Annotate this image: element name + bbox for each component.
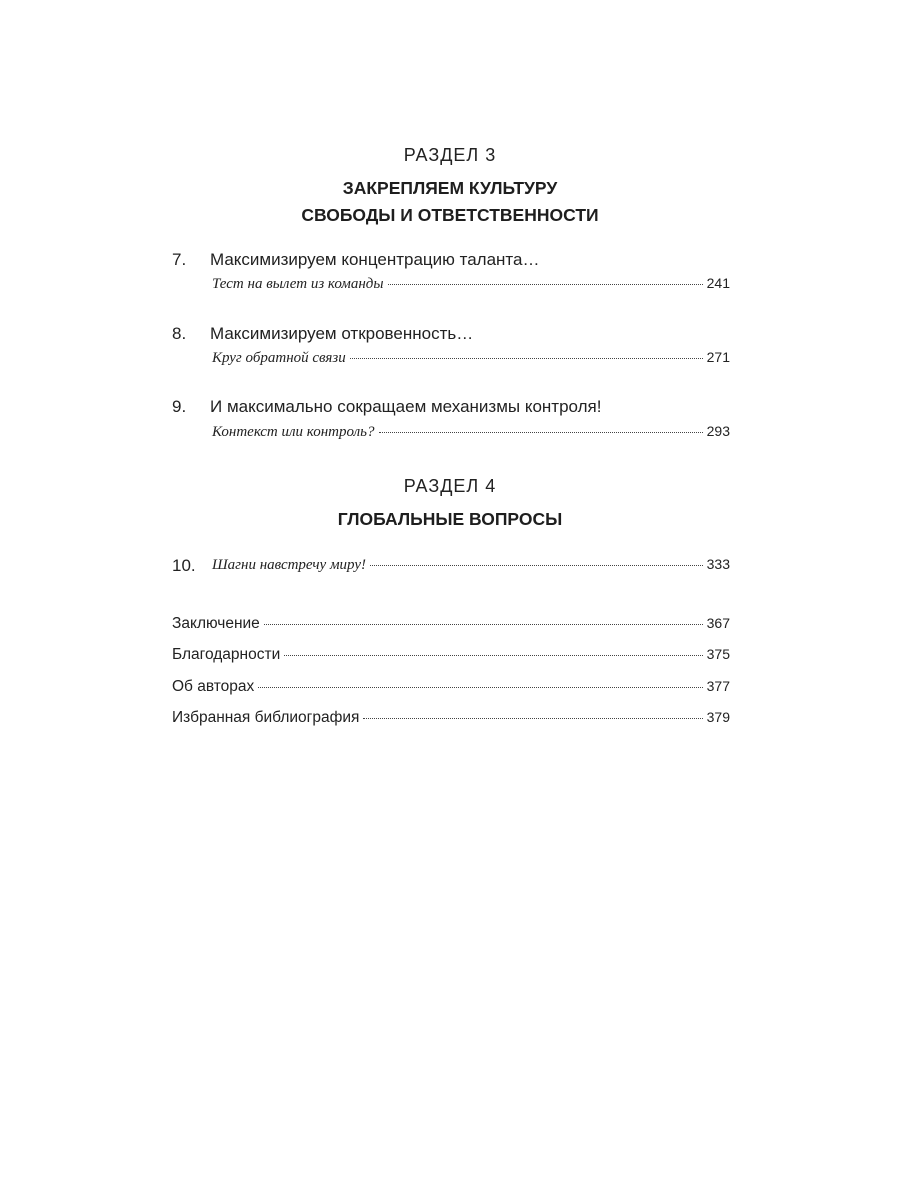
- dot-leader: [350, 358, 703, 359]
- dot-leader: [258, 687, 702, 688]
- back-matter-entry-conclusion[interactable]: [172, 615, 730, 637]
- back-matter-entry-about-authors[interactable]: [172, 678, 730, 700]
- back-matter-entry-bibliography[interactable]: [172, 709, 730, 731]
- chapter-8-number: 8.: [172, 324, 187, 343]
- back-matter-page-number: 375: [706, 646, 730, 662]
- dot-leader: [284, 655, 702, 656]
- back-matter-page-number: 377: [706, 678, 730, 694]
- back-matter-title: Об авторах: [172, 678, 255, 695]
- chapter-7-number: 7.: [172, 250, 187, 269]
- chapter-9-subtitle: Контекст или контроль?: [212, 424, 375, 440]
- chapter-10-page-number: 333: [706, 556, 730, 572]
- back-matter-title: Заключение: [172, 615, 260, 632]
- chapter-8-subtitle: Круг обратной связи: [212, 350, 346, 366]
- section-3-label: РАЗДЕЛ 3: [403, 145, 497, 165]
- back-matter-page-number: 379: [706, 709, 730, 725]
- chapter-10-subtitle: Шагни навстречу миру!: [212, 557, 366, 573]
- section-4-label: РАЗДЕЛ 4: [403, 476, 497, 496]
- dot-leader: [379, 432, 703, 433]
- dot-leader: [363, 718, 702, 719]
- section-3-title-line-1: ЗАКРЕПЛЯЕМ КУЛЬТУРУ: [342, 178, 558, 198]
- chapter-10-entry[interactable]: [212, 556, 730, 578]
- dot-leader: [264, 624, 703, 625]
- chapter-8-page-number: 271: [706, 349, 730, 365]
- section-4-title: ГЛОБАЛЬНЫЕ ВОПРОСЫ: [337, 509, 563, 529]
- chapter-7-subtitle: Тест на вылет из команды: [212, 276, 384, 292]
- chapter-7-entry[interactable]: [212, 275, 730, 297]
- chapter-9-entry[interactable]: [212, 423, 730, 445]
- back-matter-title: Благодарности: [172, 646, 281, 663]
- chapter-9-page-number: 293: [706, 423, 730, 439]
- dot-leader: [388, 284, 703, 285]
- chapter-10-number: 10.: [172, 556, 196, 575]
- chapter-8-title: Максимизируем откровенность…: [210, 324, 474, 343]
- back-matter-title: Избранная библиография: [172, 709, 360, 726]
- chapter-9-title: И максимально сокращаем механизмы контроля!: [210, 397, 602, 416]
- back-matter-entry-acknowledgements[interactable]: [172, 646, 730, 668]
- chapter-7-page-number: 241: [706, 275, 730, 291]
- back-matter-page-number: 367: [706, 615, 730, 631]
- chapter-9-number: 9.: [172, 397, 187, 416]
- chapter-8-entry[interactable]: [212, 349, 730, 371]
- section-3-title-line-2: СВОБОДЫ И ОТВЕТСТВЕННОСТИ: [301, 205, 599, 225]
- chapter-7-title: Максимизируем концентрацию таланта…: [210, 250, 540, 269]
- dot-leader: [370, 565, 703, 566]
